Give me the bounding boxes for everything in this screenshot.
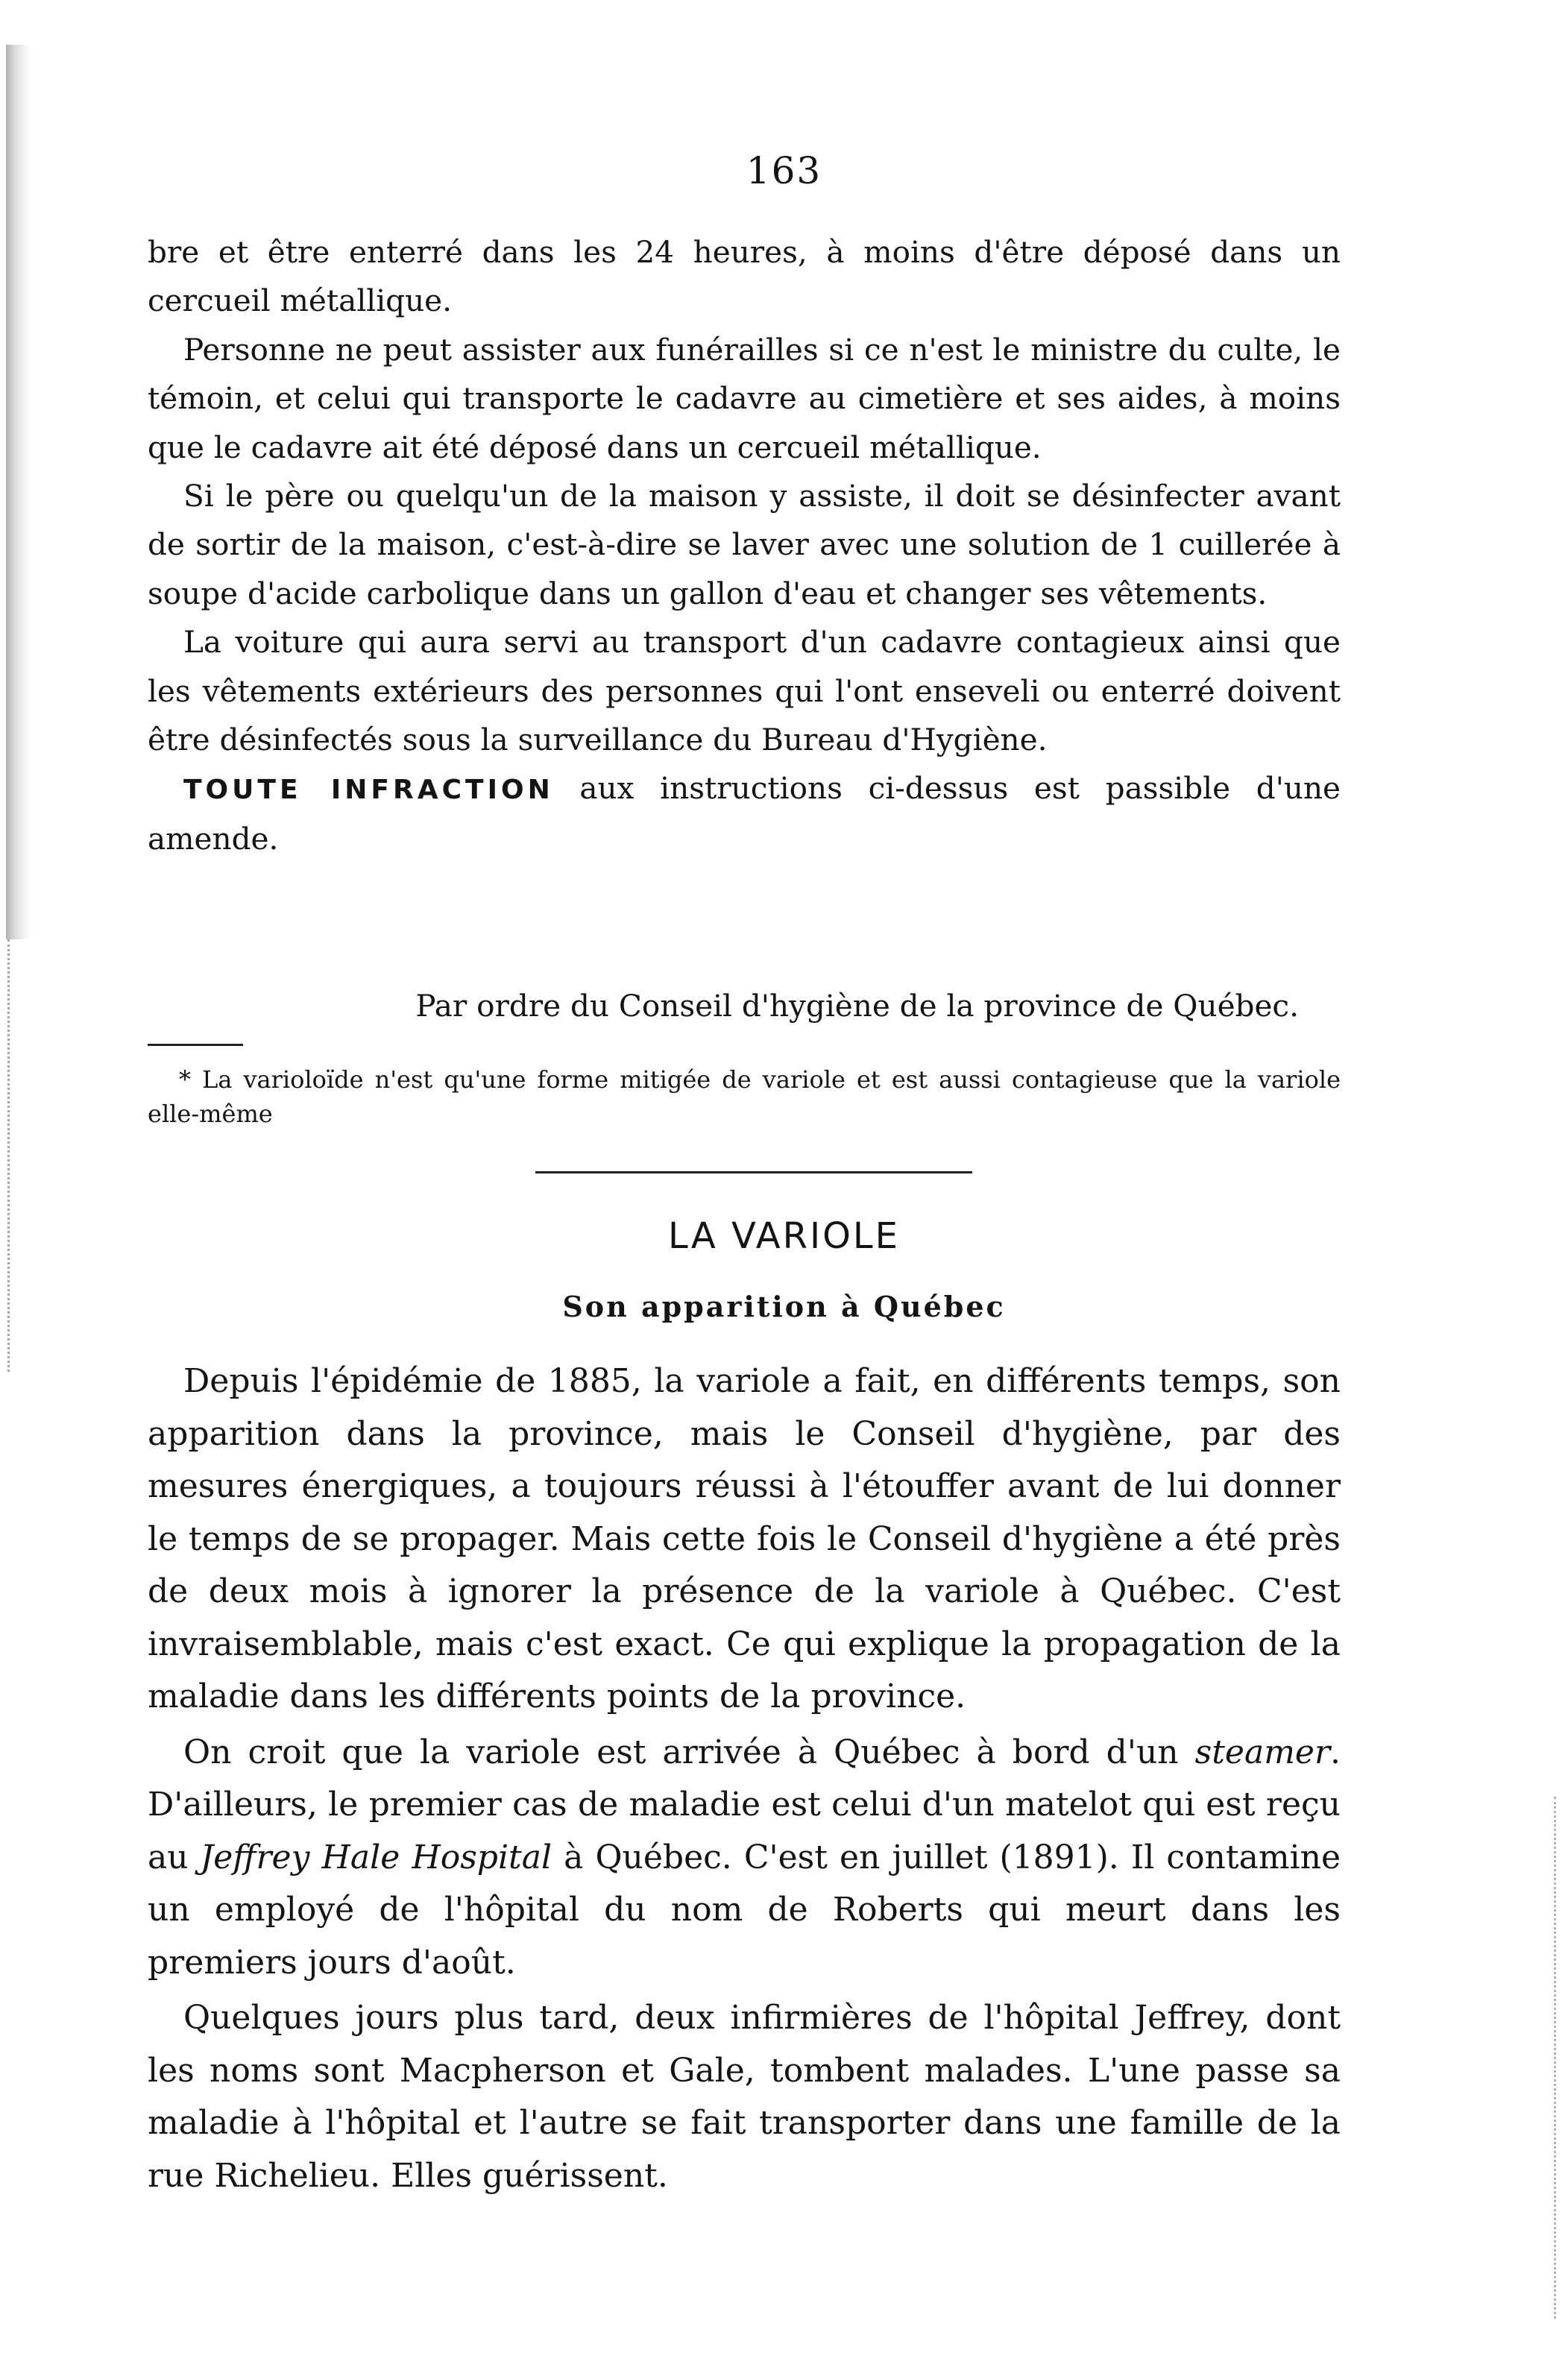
hospital-name: Jeffrey Hale Hospital (200, 1838, 552, 1876)
paragraph-disinfection: Si le père ou quelqu'un de la maison y assiste, il doit se désinfecter avant de sortir de la maison, c'est-à-dire se laver avec une solution de 1 cuillerée à soupe d'acide carbolique dans un gallon d'eau et changer ses vêtements. (148, 478, 1341, 611)
paragraph-infraction (148, 764, 1341, 863)
page-number: 163 (746, 149, 822, 192)
section-title: LA VARIOLE (668, 1215, 900, 1257)
paragraph-funerals: Personne ne peut assister aux funérailles si ce n'est le ministre du culte, le témoin, et celui qui transporte le cadavre au cimetière et ses aides, à moins que le cadavre ait été déposé dans un cercueil métallique. (148, 331, 1341, 465)
section-subtitle: Son apparition à Québec (562, 1290, 1006, 1323)
paragraph-epidemic: Depuis l'épidémie de 1885, la variole a fait, en différents temps, son apparition dans la province, mais le Conseil d'hygiène, par des mesures énergiques, a toujours réussi à l'étouffer avant de lui donner le temps de se propager. Mais cette fois le Conseil d'hygiène a été près de deux mois à ignorer la présence de la variole à Québec. C'est invraisemblable, mais c'est exact. Ce qui explique la propagation de la maladie dans les différents points de la province. (148, 1362, 1341, 1715)
footnote-text: * La varioloïde n'est qu'une forme mitigée de variole et est aussi contagieuse que la variole elle-même (148, 1065, 1341, 1128)
infraction-label: TOUTE INFRACTION (183, 775, 554, 806)
steamer-word: steamer (1194, 1733, 1330, 1771)
scan-edge-specks-right (1554, 1797, 1561, 2319)
section-divider (535, 1171, 972, 1173)
infraction-text: aux instructions ci-dessus est passible d'une amende. (148, 770, 1341, 857)
paragraph-steamer: On croit que la variole est arrivée à Québec à bord d'un steamer. D'ailleurs, le premier cas de maladie est celui d'un matelot qui est reçu au Jeffrey Hale Hospital à Québec. C'est en juillet (1891). Il contamine un employé de l'hôpital du nom de Roberts qui meurt dans les premiers jours d'août. (148, 1733, 1341, 1982)
paragraph-continuation: bre et être enterré dans les 24 heures, à moins d'être déposé dans un cercueil métallique. (148, 234, 1341, 319)
signature-line: Par ordre du Conseil d'hygiène de la province de Québec. (415, 988, 1299, 1024)
regulation-text (148, 228, 1341, 863)
paragraph-vehicle: La voiture qui aura servi au transport d'un cadavre contagieux ainsi que les vêtements extérieurs des personnes qui l'ont enseveli ou enterré doivent être désinfectés sous la surveillance du Bureau d'Hygiène. (148, 624, 1341, 758)
paragraph-nurses: Quelques jours plus tard, deux infirmières de l'hôpital Jeffrey, dont les noms sont Macpherson et Gale, tombent malades. L'une passe sa maladie à l'hôpital et l'autre se fait transporter dans une famille de la rue Richelieu. Elles guérissent. (148, 1999, 1341, 2195)
footnote (148, 1062, 1341, 1131)
footnote-rule (148, 1044, 243, 1046)
article-body (148, 1355, 1341, 2202)
